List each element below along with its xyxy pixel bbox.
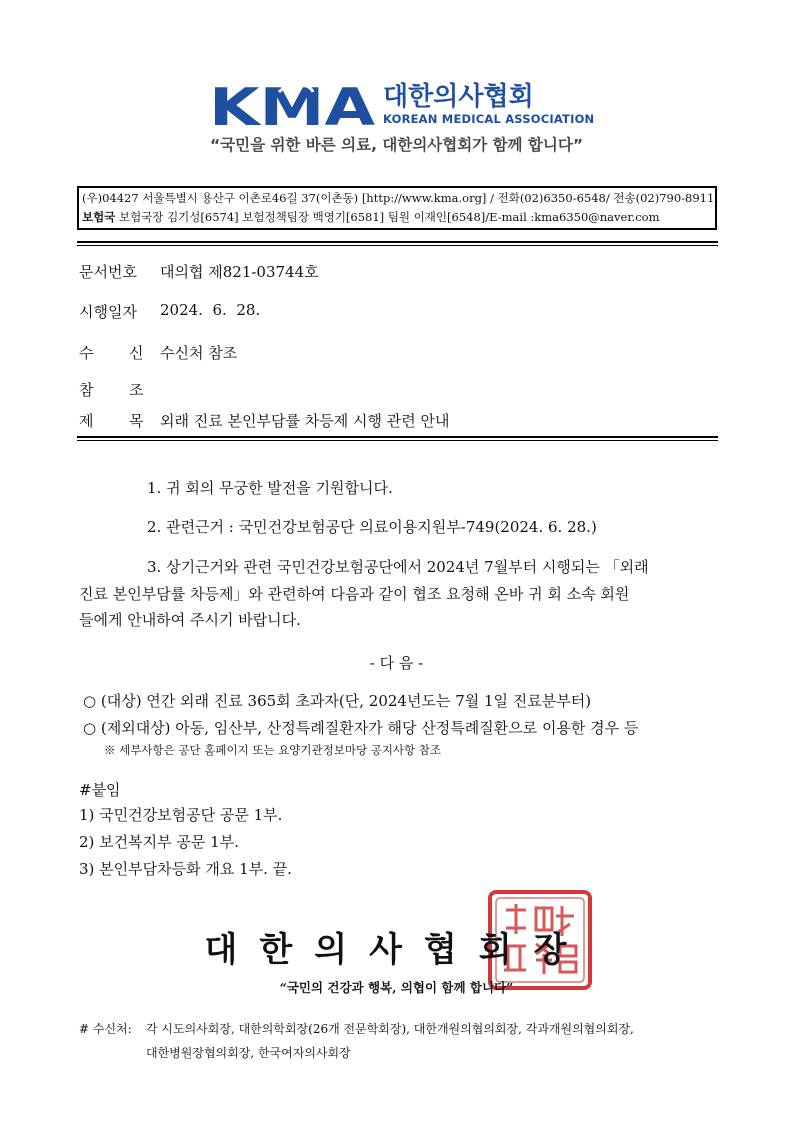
issue-date: 2024. 6. 28. (160, 301, 261, 319)
signature-title: 대한의사협회장 (204, 930, 589, 970)
logo-text: KMA (209, 82, 375, 128)
attachment-1: 1) 국민건강보험공단 공문 1부. (79, 806, 283, 824)
subject-label-1: 제 (79, 412, 94, 430)
recipients-label: # 수신처: (79, 1022, 132, 1036)
recipients-line-1: 각 시도의사회장, 대한의학회장(26개 전문학회장), 대한개원의협의회장, 각과개원의협의회장, (146, 1022, 634, 1036)
closing-motto: “국민의 건강과 행복, 의협이 함께 합니다” (279, 980, 514, 995)
recipients-line-2: 대한병원장협의회장, 한국여자의사회장 (146, 1046, 351, 1060)
paragraph-3-line-3: 들에게 안내하여 주시기 바랍니다. (79, 611, 301, 629)
doc-number-label: 문서번호 (79, 263, 137, 281)
detail-note: ※ 세부사항은 공단 홈페이지 또는 요양기관정보마당 공지사항 참조 (104, 743, 442, 757)
divider-mid-1 (77, 436, 718, 438)
attachment-2: 2) 보건복지부 공문 1부. (79, 833, 239, 851)
attachments-title: #붙임 (79, 781, 121, 799)
kma-logo-mark (209, 82, 377, 128)
address-box (77, 186, 717, 230)
paragraph-2: 2. 관련근거 : 국민건강보험공단 의료이용지원부-749(2024. 6. 28.) (147, 518, 597, 536)
paragraph-1: 1. 귀 회의 무궁한 발전을 기원합니다. (147, 479, 393, 497)
slogan: “국민을 위한 바른 의료, 대한의사협회가 함께 합니다” (209, 136, 584, 154)
list-item-exclusion: ○ (제외대상) 아동, 임산부, 산정특례질환자가 해당 산정특례질환으로 이용한 경우 등 (83, 719, 639, 737)
contact-details: 보험국장 김기성[6574] 보험정책팀장 백영기[6581] 팀원 이재인[6548]/E-mail :kma6350@naver.com (115, 210, 660, 224)
divider-top-1 (77, 241, 718, 243)
section-heading: - 다 음 - (369, 654, 424, 672)
org-name-english: KOREAN MEDICAL ASSOCIATION (383, 112, 595, 126)
address-line: (우)04427 서울특별시 용산구 이촌로46길 37(이촌동) [http://www.kma.org] / 전화(02)6350-6548/ 전송(02)790-8911 (82, 191, 715, 205)
recipient: 수신처 참조 (160, 344, 238, 362)
recipient-label-2: 신 (129, 344, 144, 362)
reference-label-2: 조 (129, 381, 144, 399)
subject: 외래 진료 본인부담률 차등제 시행 관련 안내 (160, 412, 450, 430)
kma-logo (209, 82, 595, 128)
attachment-3: 3) 본인부담차등화 개요 1부. 끝. (79, 860, 292, 878)
divider-top-2 (77, 245, 718, 246)
reference-label-1: 참 (79, 381, 94, 399)
list-item-target: ○ (대상) 연간 외래 진료 365회 초과자(단, 2024년도는 7월 1일 진료분부터) (83, 692, 592, 710)
subject-label-2: 목 (129, 412, 144, 430)
recipient-label-1: 수 (79, 344, 94, 362)
doc-number: 대의협 제821-03744호 (160, 263, 319, 281)
paragraph-3-line-1: 3. 상기근거와 관련 국민건강보험공단에서 2024년 7월부터 시행되는 「외래 (147, 558, 649, 576)
date-label: 시행일자 (79, 303, 137, 321)
org-name-korean: 대한의사협회 (383, 82, 534, 112)
paragraph-3-line-2: 진료 본인부담률 차등제」와 관련하여 다음과 같이 협조 요청해 온바 귀 회 소속 회원 (79, 585, 630, 603)
contact-line (82, 208, 712, 227)
divider-mid-2 (77, 440, 718, 441)
department-label: 보험국 (82, 210, 116, 224)
